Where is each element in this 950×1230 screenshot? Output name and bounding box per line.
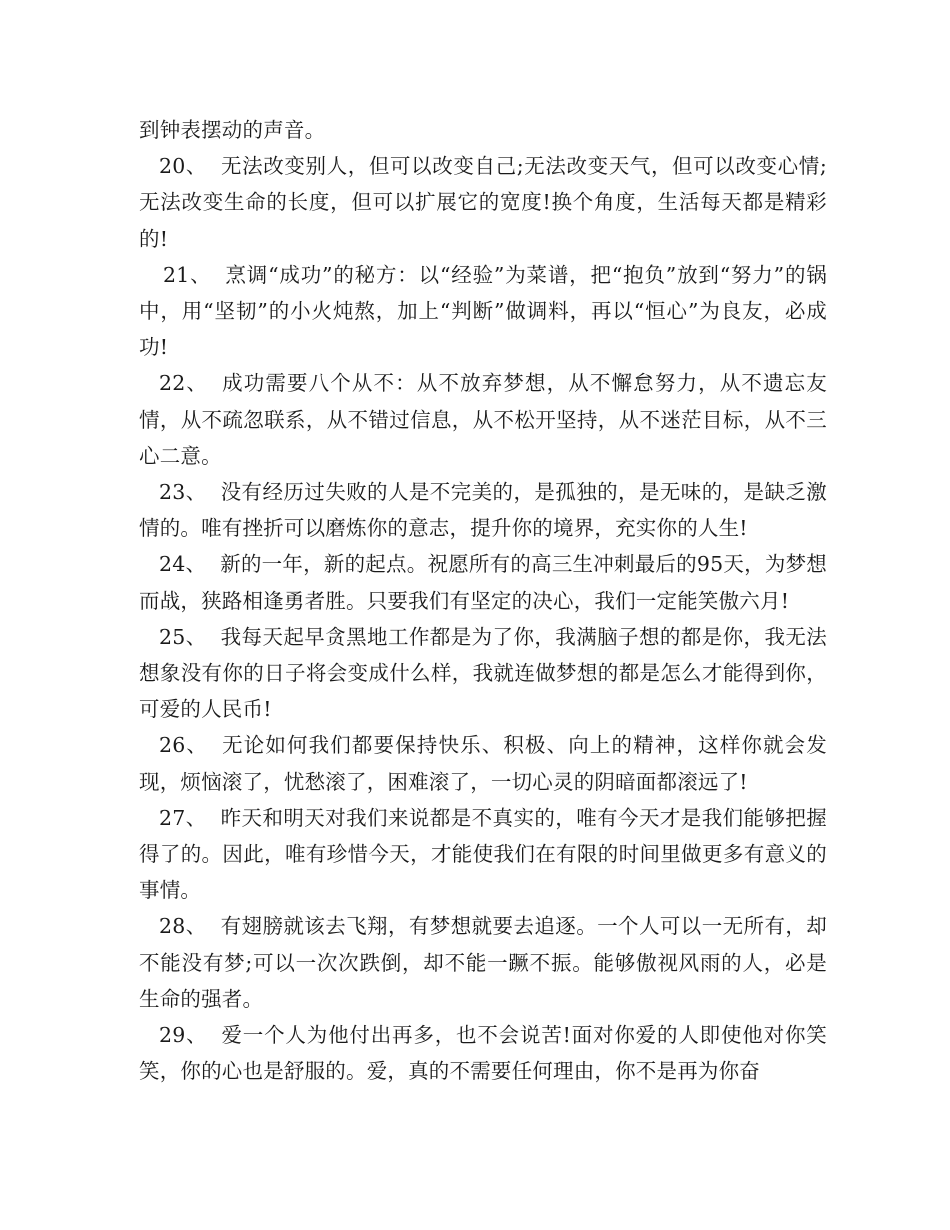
- item-number: 21、: [163, 262, 212, 287]
- item-number: 20、: [159, 154, 208, 179]
- item-number: 29、: [159, 1023, 208, 1048]
- item-text: 没有经历过失败的人是不完美的，是孤独的，是无味的，是缺乏激情的。唯有挫折可以磨炼你的意志，提升你的境界，充实你的人生!: [139, 480, 827, 541]
- item-number: 27、: [159, 805, 207, 830]
- list-item: [139, 148, 827, 257]
- paragraph-text: 到钟表摆动的声音。: [139, 118, 326, 142]
- item-text: 无法改变别人，但可以改变自己;无法改变天气，但可以改变心情;无法改变生命的长度，但可以扩展它的宽度!换个角度，生活每天都是精彩的!: [139, 154, 828, 251]
- item-text: 新的一年，新的起点。祝愿所有的高三生冲刺最后的95天，为梦想而战，狭路相逢勇者胜。只要我们有坚定的决心，我们一定能笑傲六月!: [139, 552, 827, 613]
- document-body: [139, 112, 827, 1089]
- item-text: 无论如何我们都要保持快乐、积极、向上的精神，这样你就会发现，烦恼滚了，忧愁滚了，困难滚了，一切心灵的阴暗面都滚远了!: [139, 733, 827, 794]
- list-item: [139, 727, 827, 799]
- item-number: 26、: [159, 733, 209, 758]
- list-item: [139, 800, 827, 909]
- item-text: 爱一个人为他付出再多，也不会说苦!面对你爱的人即使他对你笑笑，你的心也是舒服的。爱，真的不需要任何理由，你不是再为你奋: [139, 1023, 827, 1084]
- item-text: 成功需要八个从不：从不放弃梦想，从不懈怠努力，从不遗忘友情，从不疏忽联系，从不错过信息，从不松开坚持，从不迷茫目标，从不三心二意。: [139, 371, 827, 468]
- paragraph-continuation: [139, 112, 827, 148]
- list-item: [139, 365, 827, 474]
- item-text: 我每天起早贪黑地工作都是为了你，我满脑子想的都是你，我无法想象没有你的日子将会变成什么样，我就连做梦想的都是怎么才能得到你，可爱的人民币!: [139, 624, 827, 722]
- item-number: 22、: [159, 371, 209, 396]
- list-item: [139, 908, 827, 1017]
- list-item: [139, 474, 827, 546]
- list-item: [139, 546, 827, 618]
- item-number: 25、: [159, 624, 207, 649]
- list-item: [139, 257, 827, 366]
- item-number: 23、: [159, 480, 207, 505]
- list-item: [139, 1017, 827, 1089]
- item-text: 烹调“成功”的秘方：以“经验”为菜谱，把“抱负”放到“努力”的锅中，用“坚韧”的小火炖熬，加上“判断”做调料，再以“恒心”为良友，必成功!: [139, 262, 827, 360]
- item-number: 28、: [159, 914, 207, 939]
- item-text: 有翅膀就该去飞翔，有梦想就要去追逐。一个人可以一无所有，却不能没有梦;可以一次次跌倒，却不能一蹶不振。能够傲视风雨的人，必是生命的强者。: [139, 914, 827, 1011]
- list-item: [139, 619, 827, 728]
- item-number: 24、: [159, 552, 207, 577]
- item-text: 昨天和明天对我们来说都是不真实的，唯有今天才是我们能够把握得了的。因此，唯有珍惜今天，才能使我们在有限的时间里做更多有意义的事情。: [139, 805, 827, 903]
